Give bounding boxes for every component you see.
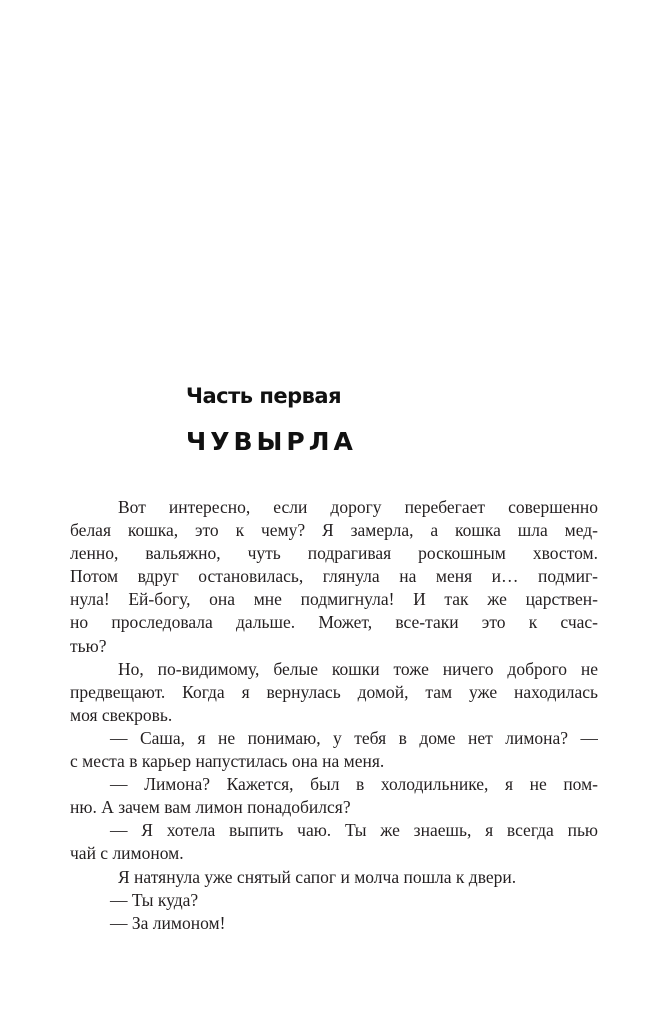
text-line: белая кошка, это к чему? Я замерла, а кошка шла мед- [70, 520, 598, 541]
text-line: — Лимона? Кажется, был в холодильнике, я не пом- [110, 774, 598, 795]
text-line: Я натянула уже снятый сапог и молча пошла к двери. [118, 866, 517, 887]
text-line: моя свекровь. [70, 704, 173, 725]
text-line: — Ты куда? [110, 889, 199, 910]
text-line: — Саша, я не понимаю, у тебя в доме нет лимона? — [110, 727, 598, 748]
text-line: Вот интересно, если дорогу перебегает совершенно [118, 497, 598, 517]
text-line: ленно, вальяжно, чуть подрагивая роскошным хвостом. [70, 543, 598, 564]
text-line: Но, по-видимому, белые кошки тоже ничего доброго не [118, 658, 598, 679]
text-line: тью? [70, 635, 107, 656]
text-line: Потом вдруг остановилась, глянула на меня и… подмиг- [70, 566, 598, 587]
text-line: — Я хотела выпить чаю. Ты же знаешь, я всегда пью [110, 820, 598, 841]
text-line: с места в карьер напустилась она на меня. [70, 751, 385, 772]
text-line: чай с лимоном. [70, 843, 184, 864]
body-text [70, 496, 598, 935]
text-line: — За лимоном! [110, 912, 226, 933]
chapter-title: ЧУВЫРЛА [186, 427, 357, 456]
text-line: но проследовала дальше. Может, все-таки это к счас- [70, 612, 598, 633]
text-line: нула! Ей-богу, она мне подмигнула! И так же царствен- [70, 589, 598, 610]
part-label: Часть первая [186, 384, 342, 408]
text-line: ню. А зачем вам лимон понадобился? [70, 797, 351, 818]
text-line: предвещают. Когда я вернулась домой, там уже находилась [70, 681, 598, 702]
